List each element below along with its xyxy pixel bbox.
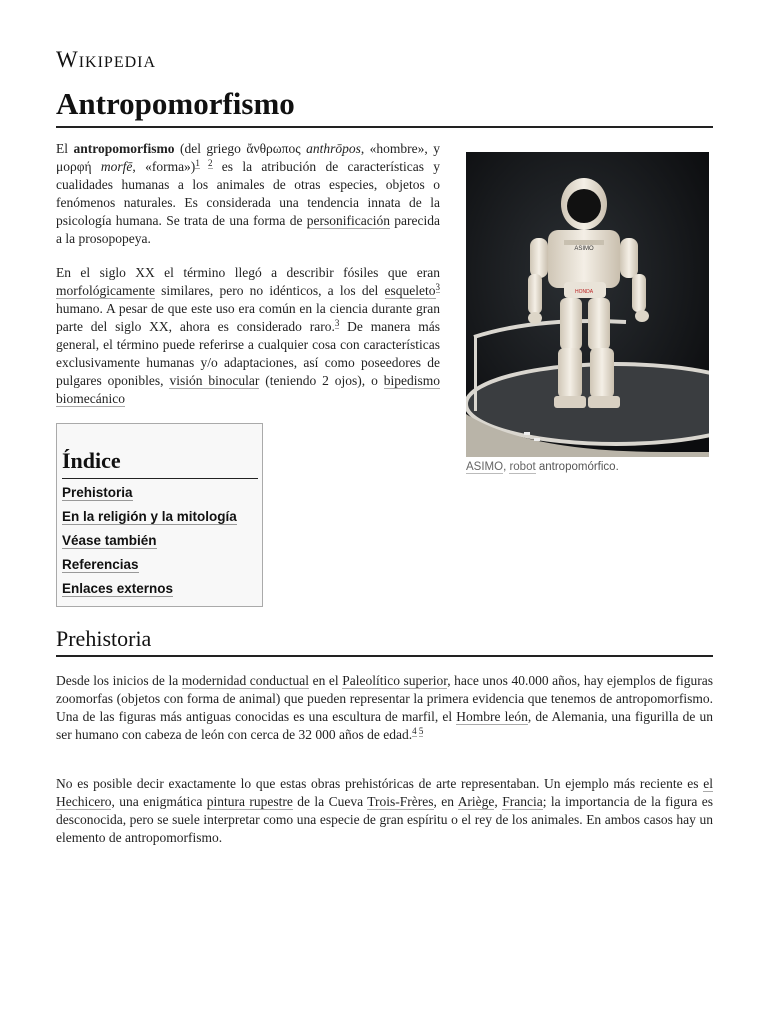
link-morfologicamente[interactable]: morfológicamente (56, 283, 155, 298)
figure-caption (466, 460, 709, 475)
text: (teniendo 2 ojos), o (259, 373, 384, 388)
link-hechicero[interactable]: el Hechicero (56, 776, 713, 809)
text: , (494, 794, 503, 809)
caption-link-asimo[interactable]: ASIMO (466, 461, 504, 473)
paragraph-2 (56, 264, 440, 408)
figure-asimo (466, 152, 709, 475)
ref-link[interactable]: 2 (208, 157, 213, 168)
text: en el (309, 673, 343, 688)
text: es la atribución de características y cualidades humanas a los animales de otras especies, objetos o fenómenos naturales. Es considerada una tendencia innata de la psicología humana. Se trata de una forma de (56, 159, 441, 228)
text: humano. A pesar de que este uso era común en la ciencia durante gran parte del siglo XX, ahora es considerado raro. (56, 301, 440, 334)
text: El (56, 141, 74, 156)
transliteration: anthrōpos (306, 141, 361, 156)
section-heading-prehistoria: Prehistoria (56, 624, 713, 657)
ref-link[interactable]: 1 (195, 157, 200, 168)
greek-word: μορφή (56, 159, 92, 174)
text: No es posible decir exactamente lo que estas obras prehistóricas de arte representaban. Un ejemplo más reciente es (56, 776, 704, 791)
toc-link-vease[interactable]: Véase también (62, 533, 157, 548)
ref-link[interactable]: 4 (412, 725, 417, 736)
link-modernidad[interactable]: modernidad conductual (181, 673, 310, 688)
link-trois-freres[interactable]: Trois-Frères (367, 794, 434, 809)
toc-item (62, 508, 237, 532)
text: , hace unos 40.000 años, hay ejemplos de figuras zoomorfas (objetos con forma de animal) que pueden representar la primera evidencia que tenemos de antropomorfismo. Una de las figuras más antiguas conocidas es una escultura de marfil, el (56, 673, 713, 724)
toc-item (62, 484, 237, 508)
asimo-photo[interactable] (466, 152, 709, 457)
link-esqueleto[interactable]: esqueleto (384, 283, 436, 298)
robot-chest-logo: ASIMO (574, 246, 594, 252)
toc-link-enlaces[interactable]: Enlaces externos (62, 581, 174, 596)
text: De manera más general, el término puede referirse a cualquier cosa con características exclusivamente humanas y/o adaptaciones, así como poseedores de pulgares oponibles, (56, 319, 440, 388)
text: , «forma») (132, 159, 196, 174)
toc-link-referencias[interactable]: Referencias (62, 557, 139, 572)
bold-term: antropomorfismo (73, 141, 175, 156)
toc-item (62, 532, 237, 556)
link-francia[interactable]: Francia (502, 794, 543, 809)
robot-brand-logo: HONDA (574, 289, 594, 295)
toc-item (62, 580, 237, 604)
intro-paragraph (56, 140, 440, 248)
link-paleolitico[interactable]: Paleolítico superior (342, 673, 448, 688)
text: , «hombre», y (360, 141, 441, 156)
link-hombre-leon[interactable]: Hombre león (456, 709, 528, 724)
text: , una enigmática (111, 794, 207, 809)
table-of-contents (56, 423, 263, 607)
text: (del griego (174, 141, 247, 156)
wikipedia-wordmark[interactable]: Wikipedia (56, 47, 157, 72)
text: de la Cueva (292, 794, 368, 809)
text: , en (433, 794, 458, 809)
prehistoria-paragraph-2 (56, 775, 713, 847)
text: Desde los inicios de la (56, 673, 182, 688)
caption-link-robot[interactable]: robot (509, 461, 536, 473)
transliteration: morfē (100, 159, 133, 174)
ref-link[interactable]: 3 (435, 281, 440, 292)
greek-word: ἄνθρωπος (246, 141, 301, 156)
toc-list (62, 484, 237, 604)
prehistoria-paragraph-1 (56, 672, 713, 744)
link-bipedismo[interactable]: bipedismo biomecánico (56, 373, 441, 406)
text: , de Alemania, una figurilla de un ser humano con cabeza de león con cerca de 32 000 años de edad. (56, 709, 713, 742)
toc-link-religion[interactable]: En la religión y la mitología (62, 509, 237, 524)
text: , (503, 461, 510, 473)
ref-link[interactable]: 5 (418, 725, 424, 736)
link-personificacion[interactable]: personificación (306, 213, 390, 228)
link-pintura-rupestre[interactable]: pintura rupestre (206, 794, 293, 809)
page-title: Antropomorfismo (56, 84, 713, 128)
toc-link-prehistoria[interactable]: Prehistoria (62, 485, 133, 500)
text: similares, pero no idénticos, a los del (154, 283, 385, 298)
toc-title: Índice (62, 446, 258, 479)
text: En el siglo XX el término llegó a describir fósiles que eran (56, 265, 440, 280)
ref-link[interactable]: 3 (334, 317, 340, 328)
link-vision-binocular[interactable]: visión binocular (169, 373, 260, 388)
text: antropomórfico. (535, 461, 619, 473)
toc-item (62, 556, 237, 580)
link-ariege[interactable]: Ariège (457, 794, 495, 809)
text: ; la importancia de la figura es desconocida, pero se suele interpretar como una especie de gran espíritu o el rey de los animales. En ambos casos hay un elemento de antropomorfismo. (56, 794, 714, 845)
text: parecida a la prosopopeya. (56, 213, 440, 246)
